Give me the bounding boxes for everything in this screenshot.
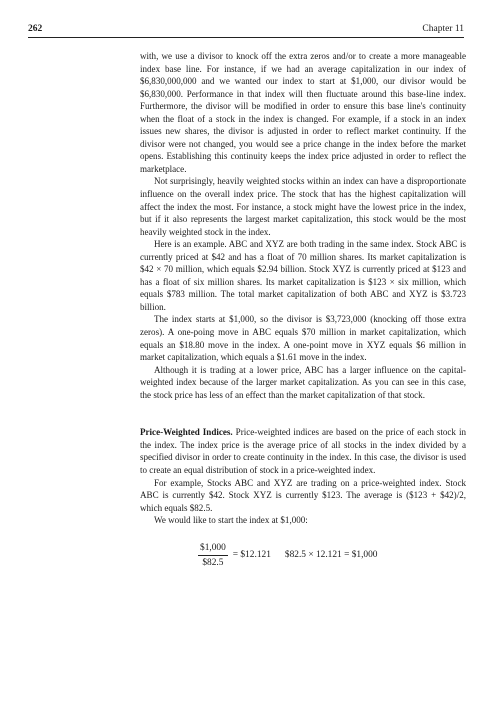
fraction-denominator: $82.5 xyxy=(202,558,224,569)
paragraph: Although it is trading at a lower price, ABC has a larger influence on the capital-weighted index because of the larger market capitalization. As you can see in this case, the stock price has less of an effect than the market capitalization of that stock. xyxy=(140,364,466,400)
paragraph: with, we use a divisor to knock off the extra zeros and/or to create a more manageable index base line. For instance, if we had an average capitalization in our index of $6,830,000,000 and we wanted our index to start at $1,000, our divisor would be $6,830,000. Performance in that index will then fluctuate around this base-line index. Furthermore, the divisor will be modified in order to ensure this base line's continuity when the float of a stock in the index is changed. For example, if a stock in an index issues new shares, the divisor is adjusted in order to reflect market continuity. If the divisor were not changed, you would see a price change in the index before the market opens. Establishing this continuity keeps the index price adjusted in order to reflect the marketplace. xyxy=(140,51,466,174)
section-paragraph-text: Price-weighted indices are based on the price of each stock in the index. The index price is the average price of all stocks in the index divided by a specified divisor in order to create continuity in the index. In this case, the divisor is used to create an equal distribution of stock in a price-weighted index. xyxy=(140,427,466,475)
section-paragraph xyxy=(140,426,466,476)
paragraph: For example, Stocks ABC and XYZ are trading on a price-weighted index. Stock ABC is currently $42. Stock XYZ is currently $123. The average is ($123 + $42)/2, which equals $82.5. xyxy=(140,477,466,513)
paragraph: Not surprisingly, heavily weighted stocks within an index can have a disproportionate influence on the overall index price. The stock that has the highest capitalization will affect the index the most. For instance, a stock might have the lowest price in the index, but if it also represents the largest market capitalization, this stock would be the most heavily weighted stock in the index. xyxy=(140,176,466,237)
section-gap xyxy=(140,401,466,426)
page-number: 262 xyxy=(28,24,43,34)
paragraph: Here is an example. ABC and XYZ are both trading in the same index. Stock ABC is currently priced at $42 and has a float of 70 million shares. Its market capitalization is $42 × 70 million, which equals $2.94 billion. Stock XYZ is currently priced at $123 and has a float of six million shares. Its market capitalization is $123 × six million, which equals $783 million. The total market capitalization of both ABC and XYZ is $3.723 billion. xyxy=(140,239,466,312)
chapter-title: Chapter 11 xyxy=(422,24,464,34)
fraction xyxy=(198,542,228,569)
fraction-numerator: $1,000 xyxy=(198,542,228,556)
paragraph: We would like to start the index at $1,000: xyxy=(154,515,308,526)
equation xyxy=(198,539,466,573)
running-header xyxy=(28,22,464,36)
equation-check: $82.5 × 12.121 = $1,000 xyxy=(284,550,378,561)
run-in-heading: Price-Weighted Indices. xyxy=(140,427,233,438)
header-rule xyxy=(28,37,464,38)
paragraph: The index starts at $1,000, so the divisor is $3,723,000 (knocking off those extra zeros). A one-poing move in ABC equals $70 million in market capitalization, which equals an $18.80 move in the index. A one-point move in XYZ equals $6 million in market capitalization, which equals a $1.61 move in the index. xyxy=(140,314,466,363)
body-text xyxy=(140,50,466,573)
equation-result: = $12.121 xyxy=(232,550,271,561)
